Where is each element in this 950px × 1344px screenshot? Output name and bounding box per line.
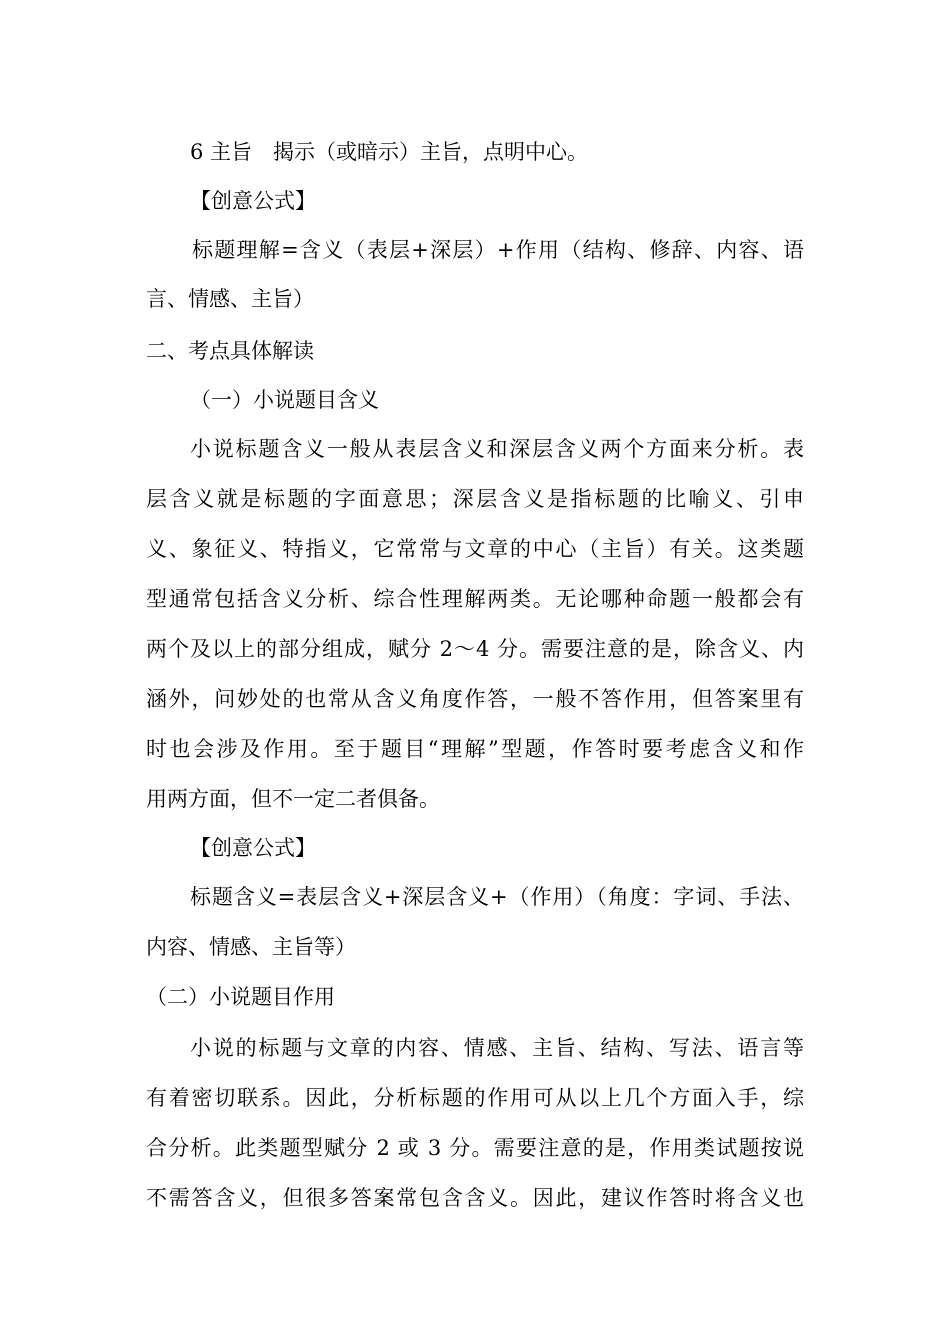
section-title: 二、考点具体解读 <box>146 339 314 363</box>
formula-line: 标题理解=含义（表层+深层）+作用（结构、修辞、内容、语 <box>192 238 804 262</box>
paragraph-line: 型通常包括含义分析、综合性理解两类。无论哪种命题一般都会有 <box>146 587 804 611</box>
paragraph-line: 合分析。此类题型赋分 2 或 3 分。需要注意的是，作用类试题按说 <box>146 1136 804 1160</box>
formula-line: 言、情感、主旨） <box>146 287 314 311</box>
paragraph-line: 时也会涉及作用。至于题目“理解”型题，作答时要考虑含义和作 <box>146 737 804 761</box>
theme-item-line: 6 主旨 揭示（或暗示）主旨，点明中心。 <box>190 140 589 164</box>
formula-heading: 【创意公式】 <box>190 189 316 213</box>
paragraph-line: 涵外，问妙处的也常从含义角度作答，一般不答作用，但答案里有 <box>146 687 804 711</box>
subsection-title: （一）小说题目含义 <box>190 388 379 412</box>
paragraph-line: 义、象征义、特指义，它常常与文章的中心（主旨）有关。这类题 <box>146 537 804 561</box>
formula-heading: 【创意公式】 <box>190 836 316 860</box>
paragraph-line: 小说的标题与文章的内容、情感、主旨、结构、写法、语言等 <box>190 1036 804 1060</box>
paragraph-line: 有着密切联系。因此，分析标题的作用可从以上几个方面入手，综 <box>146 1086 804 1110</box>
paragraph-line: 不需答含义，但很多答案常包含含义。因此，建议作答时将含义也 <box>146 1186 804 1210</box>
paragraph-line: 小说标题含义一般从表层含义和深层含义两个方面来分析。表 <box>190 437 804 461</box>
formula-line: 标题含义=表层含义+深层含义+（作用）（角度：字词、手法、 <box>190 885 804 909</box>
formula-line: 内容、情感、主旨等） <box>146 935 356 959</box>
paragraph-line: 两个及以上的部分组成，赋分 2～4 分。需要注意的是，除含义、内 <box>146 637 804 661</box>
paragraph-line: 用两方面，但不一定二者俱备。 <box>146 787 440 811</box>
subsection-title: （二）小说题目作用 <box>146 985 335 1009</box>
paragraph-line: 层含义就是标题的字面意思；深层含义是指标题的比喻义、引申 <box>146 487 804 511</box>
